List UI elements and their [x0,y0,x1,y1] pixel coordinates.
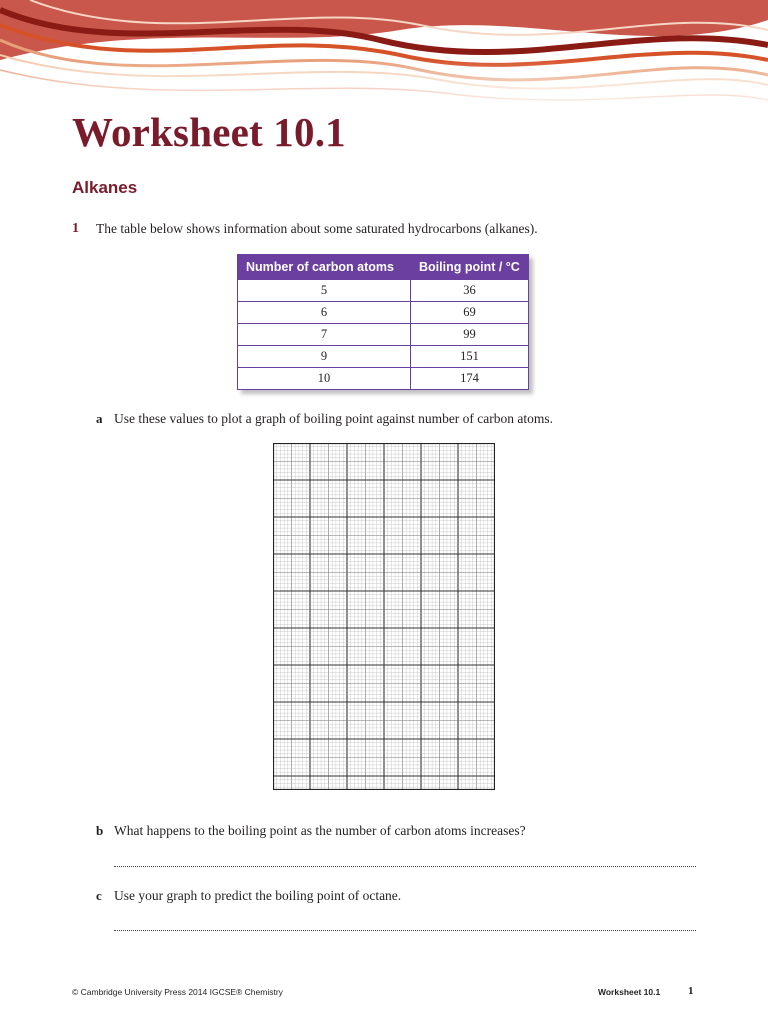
part-b-text: What happens to the boiling point as the number of carbon atoms increases? [114,823,526,838]
table-cell: 9 [238,346,411,368]
table-row [238,302,529,324]
part-b-letter: b [96,823,104,838]
table-row [238,280,529,302]
decorative-swirl-banner [0,0,768,110]
table-row [238,368,529,390]
table-cell: 69 [411,302,529,324]
question-number: 1 [72,221,79,236]
table-cell: 174 [411,368,529,390]
table-header-row [238,255,529,280]
page-title: Worksheet 10.1 [72,109,346,155]
table-row [238,346,529,368]
footer-worksheet-label: Worksheet 10.1 [598,987,661,997]
answer-line-c[interactable] [114,930,696,931]
table-cell: 7 [238,324,411,346]
table-cell: 99 [411,324,529,346]
answer-line-b[interactable] [114,866,696,867]
part-c-letter: c [96,888,102,903]
part-a-letter: a [96,411,103,426]
table-cell: 151 [411,346,529,368]
column-header-boiling-point: Boiling point / °C [411,255,529,280]
part-a-text: Use these values to plot a graph of boiling point against number of carbon atoms. [114,411,554,426]
column-header-carbon-atoms: Number of carbon atoms [238,255,411,280]
footer-copyright: © Cambridge University Press 2014 IGCSE® Chemistry [72,987,283,997]
table-row [238,324,529,346]
part-c-text: Use your graph to predict the boiling point of octane. [114,888,402,903]
alkane-data-table [237,254,529,390]
table-cell: 36 [411,280,529,302]
question-text: The table below shows information about some saturated hydrocarbons (alkanes). [96,221,538,236]
page-number: 1 [688,985,694,997]
table-cell: 10 [238,368,411,390]
table-cell: 6 [238,302,411,324]
graph-paper-grid[interactable] [273,443,495,790]
table-cell: 5 [238,280,411,302]
section-heading: Alkanes [72,178,138,197]
